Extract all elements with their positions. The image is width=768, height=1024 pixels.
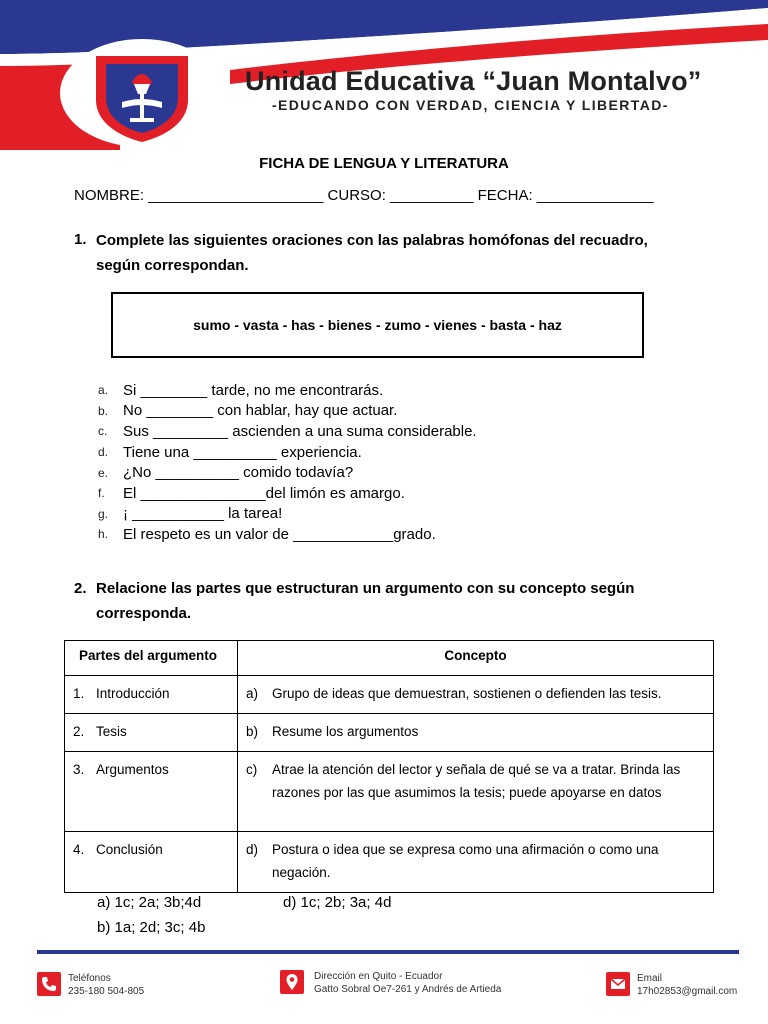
item-text: ¡ ___________ la tarea! (123, 505, 283, 523)
concept-letter: b) (246, 724, 259, 739)
question-1-number: 1. (74, 231, 87, 248)
location-pin-icon (280, 970, 304, 994)
school-logo (58, 38, 226, 148)
word-box: sumo - vasta - has - bienes - zumo - vienes - basta - haz (111, 292, 644, 358)
concept-text: Grupo de ideas que demuestran, sostienen o defienden las tesis. (272, 686, 662, 701)
item-letter: a. (98, 383, 109, 398)
item-letter: g. (98, 506, 109, 521)
table-header-row (65, 641, 714, 676)
email-label: Email (637, 973, 663, 984)
item-letter: d. (98, 445, 109, 460)
concept-text: Atrae la atención del lector y señala de qué se va a tratar. Brinda las razones por las que asumimos la tesis; puede apoyarse en datos (272, 762, 681, 800)
part-name: Introducción (96, 686, 170, 701)
phone-value: 235-180 504-805 (68, 986, 145, 997)
address-label: Dirección en Quito - Ecuador (314, 971, 443, 982)
list-item (98, 401, 477, 422)
list-item (98, 462, 477, 483)
address-value: Gatto Sobral Oe7-261 y Andrés de Artieda (314, 984, 502, 995)
school-name: Unidad Educativa “Juan Montalvo” (245, 66, 702, 96)
concept-text: Resume los argumentos (272, 724, 419, 739)
concept-text: Postura o idea que se expresa como una afirmación o como una negación. (272, 842, 659, 880)
part-name: Conclusión (96, 842, 163, 857)
concept-cell (238, 832, 714, 893)
item-letter: f. (98, 486, 105, 501)
column-header: Partes del argumento (65, 641, 238, 676)
column-header: Concepto (238, 641, 714, 676)
item-text: Tiene una __________ experiencia. (123, 443, 362, 461)
question-2-number: 2. (74, 580, 87, 597)
item-text: El _______________del limón es amargo. (123, 484, 405, 502)
argument-table (64, 640, 714, 893)
list-item (98, 504, 477, 525)
part-cell (65, 714, 238, 752)
item-text: El respeto es un valor de ____________grado. (123, 525, 436, 543)
phone-icon (37, 972, 61, 996)
worksheet-title: FICHA DE LENGUA Y LITERATURA (259, 155, 509, 172)
sentence-list (98, 380, 477, 545)
question-2-text: Relacione las partes que estructuran un argumento con su concepto según corresponda. (96, 580, 635, 622)
part-number: 2. (73, 724, 85, 739)
option-b: b) 1a; 2d; 3c; 4b (97, 919, 206, 936)
table-row (65, 714, 714, 752)
list-item (98, 442, 477, 463)
table-row (65, 752, 714, 832)
footer-divider (37, 950, 739, 954)
concept-cell (238, 714, 714, 752)
option-a: a) 1c; 2a; 3b;4d (97, 894, 202, 911)
part-cell (65, 832, 238, 893)
part-number: 4. (73, 842, 85, 857)
phone-label: Teléfonos (68, 973, 111, 984)
school-motto: -EDUCANDO CON VERDAD, CIENCIA Y LIBERTAD- (272, 97, 669, 113)
part-name: Argumentos (96, 762, 169, 777)
option-d: d) 1c; 2b; 3a; 4d (283, 894, 392, 911)
item-letter: h. (98, 527, 109, 542)
list-item (98, 483, 477, 504)
part-name: Tesis (96, 724, 127, 739)
item-text: ¿No __________ comido todavía? (123, 464, 354, 482)
concept-letter: d) (246, 842, 259, 857)
concept-cell (238, 676, 714, 714)
concept-letter: a) (246, 686, 259, 701)
item-letter: e. (98, 465, 109, 480)
email-icon (606, 972, 630, 996)
item-letter: b. (98, 403, 109, 418)
item-text: Si ________ tarde, no me encontrarás. (123, 381, 384, 399)
part-cell (65, 752, 238, 832)
list-item (98, 380, 477, 401)
item-text: No ________ con hablar, hay que actuar. (123, 402, 398, 420)
part-number: 1. (73, 686, 85, 701)
student-fields: NOMBRE: _____________________ CURSO: __________ FECHA: ______________ (74, 187, 654, 204)
table-row (65, 832, 714, 893)
list-item (98, 524, 477, 545)
item-text: Sus _________ ascienden a una suma considerable. (123, 422, 477, 440)
question-1-text: Complete las siguientes oraciones con las palabras homófonas del recuadro, según correspondan. (96, 232, 648, 274)
concept-cell (238, 752, 714, 832)
part-cell (65, 676, 238, 714)
email-value: 17h02853@gmail.com (637, 986, 738, 997)
table-row (65, 676, 714, 714)
list-item (98, 421, 477, 442)
item-letter: c. (98, 424, 108, 439)
concept-letter: c) (246, 762, 258, 777)
part-number: 3. (73, 762, 85, 777)
